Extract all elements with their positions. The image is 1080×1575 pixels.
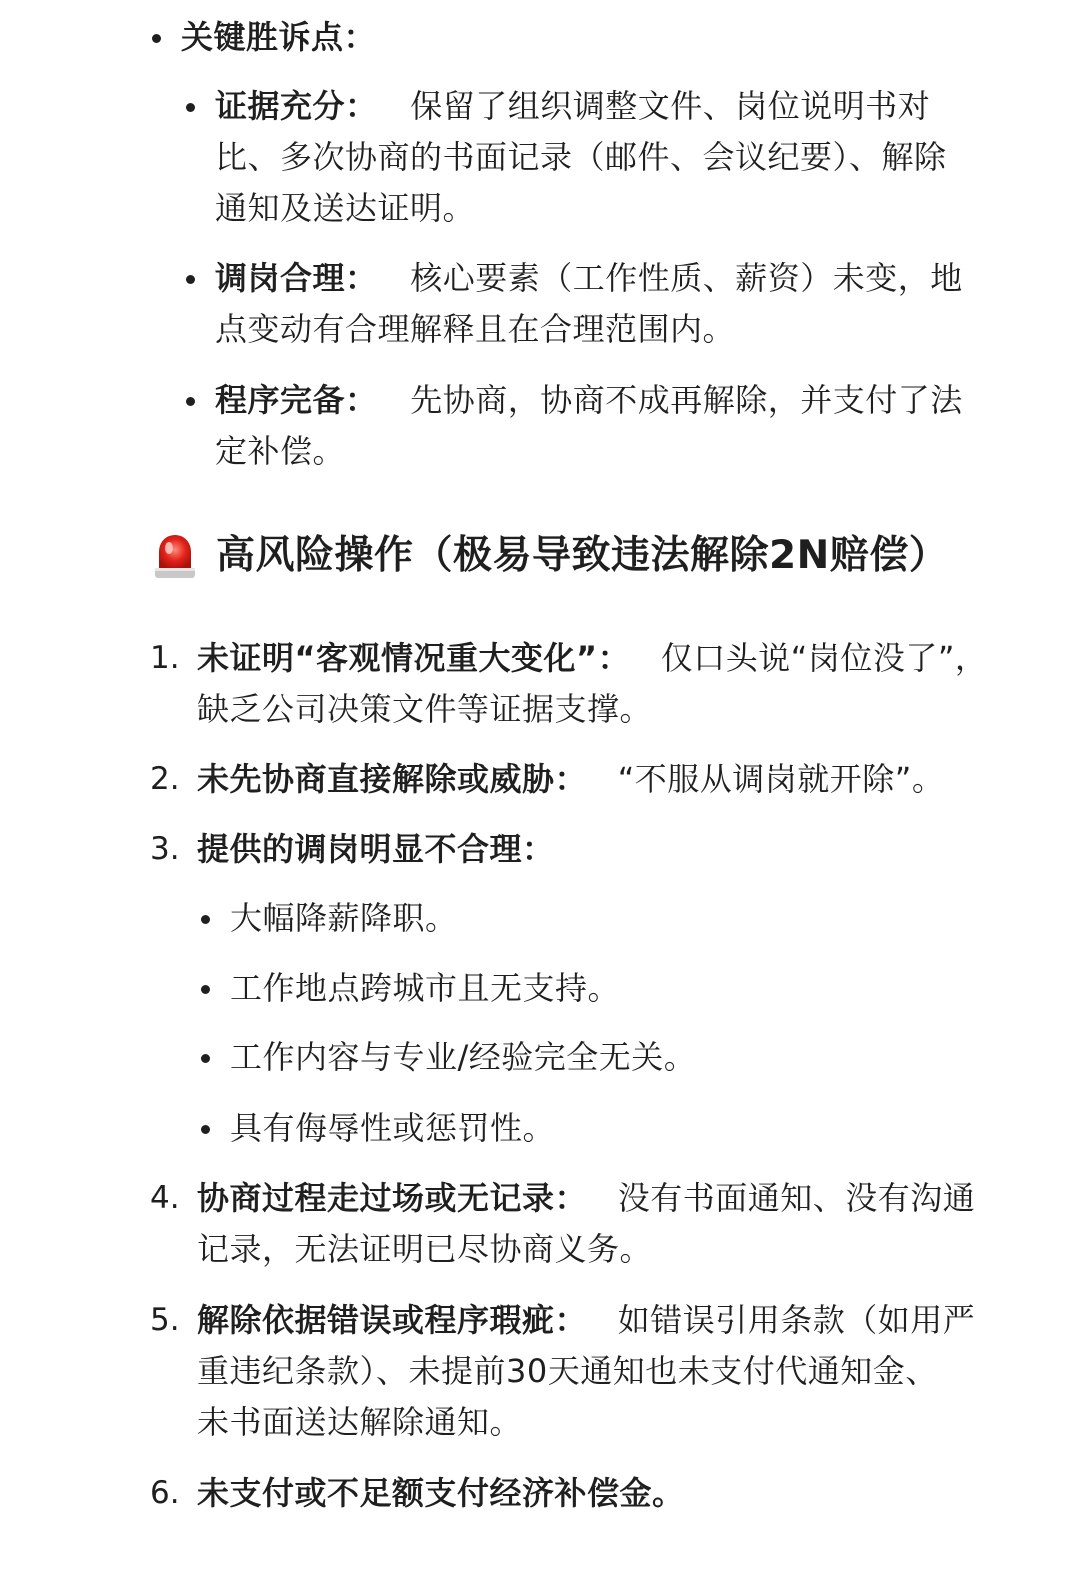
win-point-3 xyxy=(215,375,1045,477)
risk-item-4 xyxy=(197,1173,1047,1275)
list-number: 1. xyxy=(150,640,180,676)
risk-title: 未支付或不足额支付经济补偿金。 xyxy=(197,1474,685,1512)
risk-title: 未先协商直接解除或威胁： xyxy=(197,760,588,798)
sub-item-1: 大幅降薪降职。 xyxy=(230,899,458,937)
risk-text: 仅口头说“岗位没了”， xyxy=(660,639,988,677)
risk-item-1 xyxy=(197,633,1047,735)
risk-item-5 xyxy=(197,1295,1047,1448)
list-number: 5. xyxy=(150,1302,180,1338)
sub-item-3: 工作内容与专业/经验完全无关。 xyxy=(230,1038,697,1076)
risk-title: 解除依据错误或程序瑕疵： xyxy=(197,1301,588,1339)
risk-text: 未书面送达解除通知。 xyxy=(197,1403,523,1441)
win-point-title: 证据充分： xyxy=(215,87,378,125)
bullet xyxy=(201,1125,210,1134)
win-point-2 xyxy=(215,253,1045,355)
win-point-1 xyxy=(215,81,1045,234)
risk-text: “不服从调岗就开除”。 xyxy=(617,760,945,798)
sub-item-2: 工作地点跨城市且无支持。 xyxy=(230,969,621,1007)
bullet xyxy=(186,397,195,406)
risk-item-3 xyxy=(197,824,1047,875)
win-point-text: 比、多次协商的书面记录（邮件、会议纪要）、解除 xyxy=(215,138,947,176)
risk-title: 提供的调岗明显不合理： xyxy=(197,830,555,868)
list-number: 3. xyxy=(150,831,180,867)
bullet xyxy=(201,1054,210,1063)
siren-icon xyxy=(152,530,198,582)
bullet xyxy=(201,985,210,994)
risk-text: 如错误引用条款（如用严 xyxy=(617,1301,976,1339)
bullet xyxy=(186,103,195,112)
win-point-text: 核心要素（工作性质、薪资）未变，地 xyxy=(410,259,963,297)
win-point-title: 调岗合理： xyxy=(215,259,378,297)
bullet xyxy=(152,34,161,43)
section-heading xyxy=(152,528,948,584)
list-number: 4. xyxy=(150,1180,180,1216)
win-point-text: 点变动有合理解释且在合理范围内。 xyxy=(215,310,736,348)
risk-item-2 xyxy=(197,754,1047,805)
win-point-text: 保留了组织调整文件、岗位说明书对 xyxy=(410,87,931,125)
risk-text: 没有书面通知、没有沟通 xyxy=(617,1179,976,1217)
list-number: 6. xyxy=(150,1475,180,1511)
list-number: 2. xyxy=(150,761,180,797)
risk-title: 协商过程走过场或无记录： xyxy=(197,1179,588,1217)
section-label: 关键胜诉点： xyxy=(181,18,377,56)
risk-text: 重违纪条款）、未提前30天通知也未支付代通知金、 xyxy=(197,1352,938,1390)
risk-text: 缺乏公司决策文件等证据支撑。 xyxy=(197,690,653,728)
win-point-title: 程序完备： xyxy=(215,381,378,419)
win-point-text: 通知及送达证明。 xyxy=(215,189,476,227)
win-point-text: 定补偿。 xyxy=(215,432,346,470)
risk-item-6 xyxy=(197,1468,1047,1519)
bullet xyxy=(186,275,195,284)
win-point-text: 先协商，协商不成再解除，并支付了法 xyxy=(410,381,963,419)
bullet xyxy=(201,915,210,924)
risk-text: 记录，无法证明已尽协商义务。 xyxy=(197,1230,653,1268)
sub-item-4: 具有侮辱性或惩罚性。 xyxy=(230,1109,556,1147)
risk-title: 未证明“客观情况重大变化”： xyxy=(197,639,631,677)
heading-text: 高风险操作（极易导致违法解除2N赔偿） xyxy=(216,533,949,578)
